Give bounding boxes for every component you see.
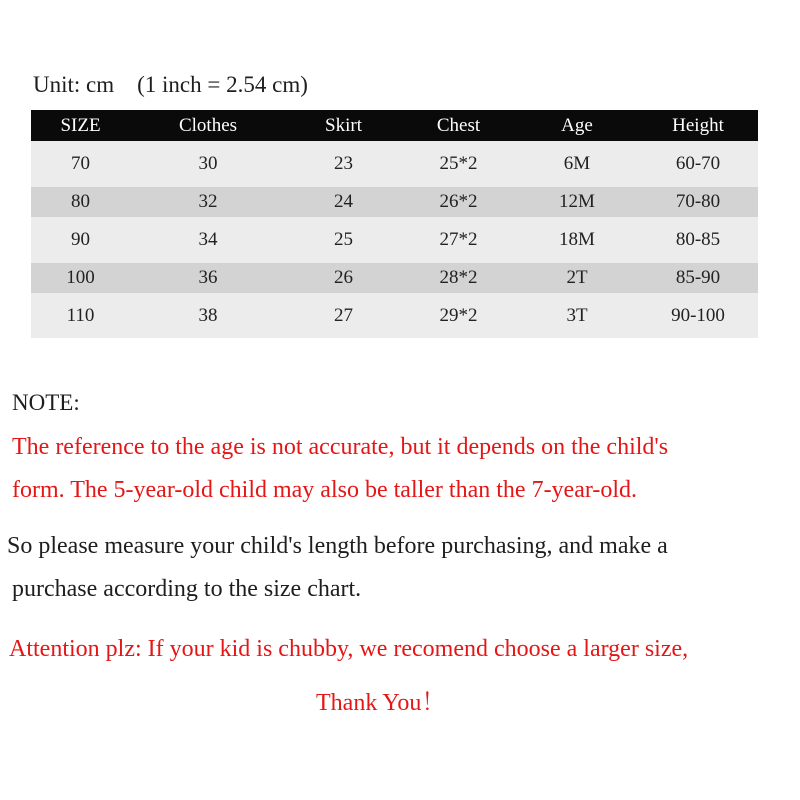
cell-height: 85-90 [638,263,758,293]
cell-size: 90 [31,217,130,263]
note-age-disclaimer-line-1: The reference to the age is not accurate, but it depends on the child's [12,434,669,460]
cell-clothes: 38 [130,293,286,338]
header-height: Height [638,110,758,141]
cell-skirt: 27 [286,293,401,338]
attention-chubby-note: Attention plz: If your kid is chubby, we recomend choose a larger size, [9,636,689,662]
cell-clothes: 30 [130,141,286,187]
cell-chest: 29*2 [401,293,516,338]
cell-chest: 28*2 [401,263,516,293]
cell-height: 90-100 [638,293,758,338]
table-row [31,263,758,293]
cell-chest: 26*2 [401,187,516,217]
cell-chest: 27*2 [401,217,516,263]
cell-skirt: 24 [286,187,401,217]
cell-size: 110 [31,293,130,338]
cell-age: 12M [516,187,638,217]
table-header-row [31,110,758,141]
cell-skirt: 23 [286,141,401,187]
table-row [31,217,758,263]
cell-age: 18M [516,217,638,263]
measure-instruction-line-1: So please measure your child's length before purchasing, and make a [7,533,668,559]
note-heading: NOTE: [12,390,80,415]
cell-skirt: 26 [286,263,401,293]
cell-skirt: 25 [286,217,401,263]
header-size: SIZE [31,110,130,141]
cell-chest: 25*2 [401,141,516,187]
cell-clothes: 32 [130,187,286,217]
cell-size: 80 [31,187,130,217]
note-age-disclaimer-line-2: form. The 5-year-old child may also be taller than the 7-year-old. [12,477,638,503]
header-clothes: Clothes [130,110,286,141]
table-row [31,187,758,217]
header-chest: Chest [401,110,516,141]
cell-clothes: 34 [130,217,286,263]
unit-conversion-label: Unit: cm (1 inch = 2.54 cm) [33,72,308,97]
measure-instruction-line-2: purchase according to the size chart. [12,576,362,602]
cell-size: 70 [31,141,130,187]
cell-size: 100 [31,263,130,293]
cell-age: 3T [516,293,638,338]
header-skirt: Skirt [286,110,401,141]
header-age: Age [516,110,638,141]
cell-clothes: 36 [130,263,286,293]
table-row [31,293,758,338]
cell-height: 80-85 [638,217,758,263]
size-chart-table [31,110,758,338]
cell-age: 2T [516,263,638,293]
cell-height: 70-80 [638,187,758,217]
table-row [31,141,758,187]
thank-you-text: Thank You！ [316,690,446,716]
cell-height: 60-70 [638,141,758,187]
cell-age: 6M [516,141,638,187]
